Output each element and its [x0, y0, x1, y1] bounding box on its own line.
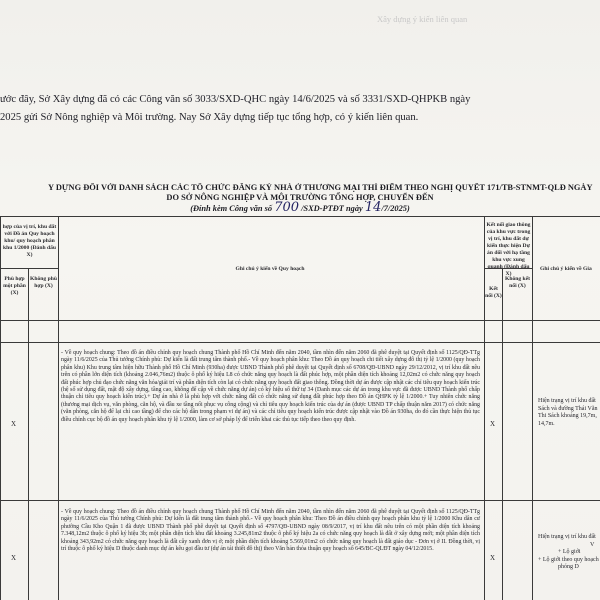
intro-line-2: 2025 gửi Sở Nông nghiệp và Môi trường. Nay Sở Xây dựng tiếp tục tổng hợp, có ý kiến liên quan. — [0, 112, 419, 123]
mark-partial-row-1: X — [11, 420, 17, 428]
handwritten-doc-day: 14 — [364, 200, 382, 214]
header-partial-compliance: Phù hợp một phần (X) — [3, 276, 26, 296]
planning-note-row-2: - Về quy hoạch chung: Theo đồ án điều chỉnh quy hoạch chung Thành phố Hồ Chí Minh đến năm 2040, tầm nhìn đến năm 2060 đã phê duyệt tại Quyết định số 1125/QĐ-TTg ngày 11/6/2025 của Thủ tướng Chính phủ: Dự kiến là đất trung tâm thành phố.- Về quy hoạch phân khu: Theo Đồ án điều chỉnh quy hoạch phân khu tỷ lệ 1/2000 Khu dân cư phường Cầu Kho Quận 1 đã được UBND Thành phố phê duyệt tại Quyết định số 4797/QĐ-UBND ngày 08/9/2017, vị trí khu đất nêu trên có một phần diện tích khoảng 7.348,12m2 thuộc ô phố ký hiệu 3b; một phần diện tích khu đất khoảng 3.245,81m2 thuộc ô phố ký hiệu 2a có chức năng quy hoạch là đất ở xây dựng mới; một phần diện tích khoảng 343,92m2 có chức năng quy hoạch là đất cây xanh đơn vị ở; một phần diện tích khoảng 5.569,01m2 có chức năng quy hoạch là đất giáo dục - Đơn vị ở II. Đồng thời, vị trí thuộc ô phố ký hiệu D thuộc danh mục dự án kêu gọi đầu tư (dự án tái thiết đô thị) theo Văn bản thỏa thuận quy hoạch số 645/BC-QLĐT ngày 04/12/2015. — [61, 509, 480, 553]
other-note-line: Hiện trạng vị trí khu đất — [538, 398, 596, 404]
other-note-line: + Lộ giới theo quy hoạch — [538, 556, 599, 563]
header-non-compliance: Không phù hợp (X) — [30, 276, 57, 289]
table-heading — [0, 183, 600, 214]
heading-attachment-mid: /SXD-PTĐT ngày — [301, 204, 363, 213]
handwritten-doc-number: 700 — [274, 200, 300, 214]
header-traffic-connection: Kết nối giao thông của khu vực trong vị trí, khu đất dự kiến thực hiện Dự án đối với hạ tầng khu vực xung quanh (Đánh dấu X) — [486, 222, 531, 277]
mark-connected-row-2: X — [490, 554, 496, 562]
other-note-line: Thi Sách khoảng 19,7m, — [538, 413, 597, 420]
heading-line-1: Y DỰNG ĐỐI VỚI DANH SÁCH CÁC TỔ CHỨC ĐĂNG KÝ NHÀ Ở THƯƠNG MẠI THÍ ĐIỂM THEO NGHỊ QUYẾT 171/TB-STNMT-QLĐ NGÀY — [48, 183, 593, 192]
mark-connected-row-1: X — [490, 420, 496, 428]
faint-header-text: Xây dựng ý kiến liên quan — [377, 14, 468, 24]
mark-partial-row-2: X — [11, 554, 17, 562]
header-not-connected: Không kết nối (X) — [504, 276, 531, 289]
heading-attachment-prefix: (Đính kèm Công văn số — [190, 204, 273, 213]
other-note-line: 14,7m. — [538, 420, 555, 427]
heading-line-2: DO SỞ NÔNG NGHIỆP VÀ MÔI TRƯỜNG TỔNG HỢP, CHUYỂN ĐẾN — [166, 193, 434, 202]
heading-attachment-suffix: /7/2025) — [381, 204, 410, 213]
header-planning-compliance: hợp của vị trí, khu đất với Đồ án Quy hoạch khu/ quy hoạch phân khu 1/2000 (Đánh dấu X) — [2, 224, 57, 258]
heading-line-3 — [0, 200, 600, 214]
other-note-line: phóng D — [558, 564, 579, 571]
opinion-table — [0, 216, 600, 600]
other-note-line: Sách và đường Thái Văn — [538, 405, 598, 412]
header-other-notes: Ghi chú ý kiến về Gia — [540, 266, 592, 272]
planning-note-row-1: - Về quy hoạch chung: Theo đồ án điều chỉnh quy hoạch chung Thành phố Hồ Chí Minh đến năm 2040, tầm nhìn đến năm 2060 đã phê duyệt tại Quyết định số 1125/QĐ-TTg ngày 11/6/2025 của Thủ tướng Chính phủ: Dự kiến là đất trung tâm thành phố.- Về quy hoạch phân khu: Theo Đồ án quy hoạch chi tiết xây dựng đô thị tỷ lệ 1/2000 (quy hoạch phân khu) Khu trung tâm hiện hữu Thành phố Hồ Chí Minh (930ha) được UBND Thành phố phê duyệt tại Quyết định số 6708/QĐ-UBND ngày 29/12/2012, vị trí khu đất nêu trên có phần lớn diện tích (khoảng 2.046,76m2) thuộc ô phố ký hiệu L8 có chức năng quy hoạch là đất phúc hợp, một phần diện tích khoảng 12,02m2 có chức năng quy hoạch đất phúc hợp chủ đạo chức năng văn hóa/giải trí và phần diện tích còn lại có chức năng quy hoạch đất giao thông. Đồng thời dự án được cập nhật các chỉ tiêu quy hoạch kiến trúc (hệ số sử dụng đất, mật độ xây dựng, tầng cao, không để cập về chức năng dự án) có ký hiệu số thứ tự 34 (Danh mục các dự án trong khu vực đã được UBND Thành phố chấp thuận chỉ tiêu quy hoạch kiến trúc).+ Dự án nhà ở là phù hợp với chức năng đất có chức năng sử dụng đất phúc hợp theo Đồ án QHPK tỷ lệ 1/2000.+ Tuy nhiên chức năng (thương mại dịch vụ, văn phòng, căn hộ, và đầu xe tầng nổi phục vụ công cộng) và chỉ tiêu quy hoạch kiến trúc của dự án (được UBND TP chấp thuận năm 2017) có chức năng (văn phòng, căn hộ để lại chỉ cao tầng) để cho các hộ dân trong phạm vi dự án) và các chỉ tiêu quy hoạch kiến trúc được cập nhật vào Đồ án 930ha, do đó cần thực hiện thủ tục điều chỉnh cục bộ đồ án quy hoạch phân khu tỷ lệ 1/2000, làm cơ sở pháp lý để triển khai các thủ tục tiếp theo theo quy định. — [61, 350, 480, 423]
other-note-row-1 — [538, 398, 598, 428]
header-connected: Kết nối (X) — [485, 286, 502, 299]
other-note-line: Hiện trạng vị trí khu đất — [538, 534, 596, 540]
other-note-line: V — [590, 541, 595, 548]
other-note-row-2 — [538, 534, 599, 572]
intro-line-1: ước đây, Sở Xây dựng đã có các Công văn số 3033/SXD-QHC ngày 14/6/2025 và số 3331/SXD-QHPKB ngày — [0, 94, 471, 105]
header-planning-notes: Ghi chú ý kiến về Quy hoạch — [235, 266, 305, 272]
intro-paragraph — [0, 91, 600, 127]
other-note-line: + Lộ giới — [558, 549, 581, 556]
